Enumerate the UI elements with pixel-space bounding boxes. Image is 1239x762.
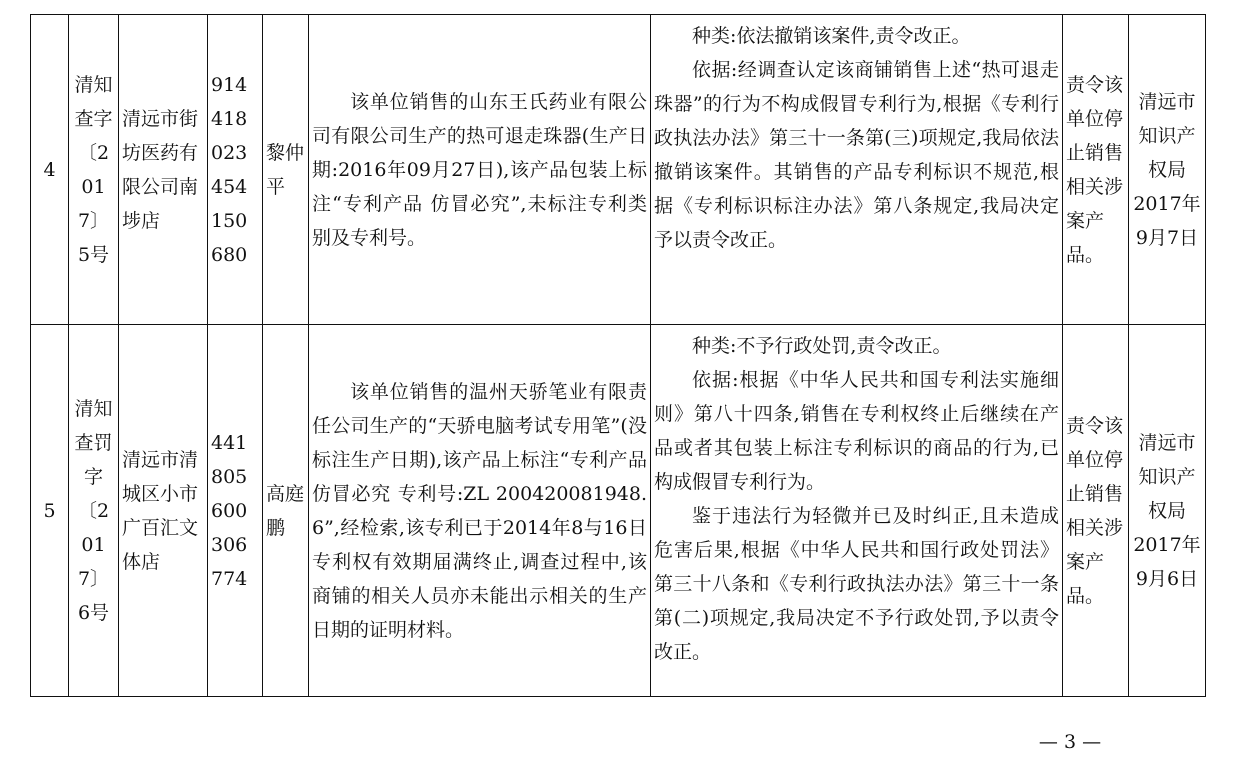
penalty-measure: 责令该单位停止销售相关涉案产品。: [1063, 325, 1129, 697]
table-row: [31, 15, 1206, 325]
facts-paragraph: 该单位销售的温州天骄笔业有限责任公司生产的“天骄电脑考试专用笔”(没标注生产日期),该产品上标注“专利产品 仿冒必究 专利号:ZL 200420081948.6”,经检索,该专利已于2014年8与16日专利权有效期届满终止,调查过程中,该商铺的相关人员亦未能出示相关的生产日期的证明材料。: [312, 380, 647, 641]
facts-paragraph: 该单位销售的山东王氏药业有限公司有限公司生产的热可退走珠器(生产日期:2016年09月27日),该产品包装上标注“专利产品 仿冒必究”,未标注专利类别及专利号。: [312, 90, 647, 249]
penalty-basis: [651, 325, 1063, 697]
document-number: 清知查罚字〔2017〕6号: [69, 325, 119, 697]
authority-name: 清远市知识产权局: [1138, 90, 1196, 181]
credit-code: 91441802345415068​0: [208, 15, 263, 325]
decision-date: 2017年9月7日: [1133, 192, 1201, 249]
table-row: [31, 325, 1206, 697]
issuing-authority: [1129, 15, 1206, 325]
credit-code: 441805600306774: [208, 325, 263, 697]
decision-date: 2017年9月6日: [1133, 533, 1201, 590]
basis-paragraph: 种类:不予行政处罚,责令改正。: [692, 335, 952, 357]
legal-representative: 高庭鹏: [263, 325, 309, 697]
issuing-authority: [1129, 325, 1206, 697]
entity-name: 清远市街坊医药有限公司南埗店: [119, 15, 208, 325]
basis-paragraph: 种类:依法撤销该案件,责令改正。: [692, 25, 971, 47]
penalty-table: [30, 14, 1206, 697]
violation-facts: [309, 15, 651, 325]
document-number: 清知查字〔2017〕5号: [69, 15, 119, 325]
entity-name: 清远市清城区小市广百汇文体店: [119, 325, 208, 697]
violation-facts: [309, 325, 651, 697]
row-number: 4: [31, 15, 69, 325]
legal-representative: 黎仲平: [263, 15, 309, 325]
basis-paragraph: 鉴于违法行为轻微并已及时纠正,且未造成危害后果,根据《中华人民共和国行政处罚法》第三十八条和《专利行政执法办法》第三十一条第(二)项规定,我局决定不予行政处罚,予以责令改正。: [654, 505, 1059, 663]
basis-paragraph: 依据:根据《中华人民共和国专利法实施细则》第八十四条,销售在专利权终止后继续在产品或者其包装上标注专利标识的商品的行为,已构成假冒专利行为。: [654, 369, 1059, 493]
page-number: — 3 —: [1038, 731, 1102, 753]
authority-name: 清远市知识产权局: [1138, 431, 1196, 522]
row-number: 5: [31, 325, 69, 697]
basis-paragraph: 依据:经调查认定该商铺销售上述“热可退走珠器”的行为不构成假冒专利行为,根据《专利行政执法办法》第三十一条第(三)项规定,我局依法撤销该案件。其销售的产品专利标识不规范,根据《专利标识标注办法》第八条规定,我局决定予以责令改正。: [654, 59, 1059, 251]
penalty-basis: [651, 15, 1063, 325]
penalty-measure: 责令该单位停止销售相关涉案产品。: [1063, 15, 1129, 325]
